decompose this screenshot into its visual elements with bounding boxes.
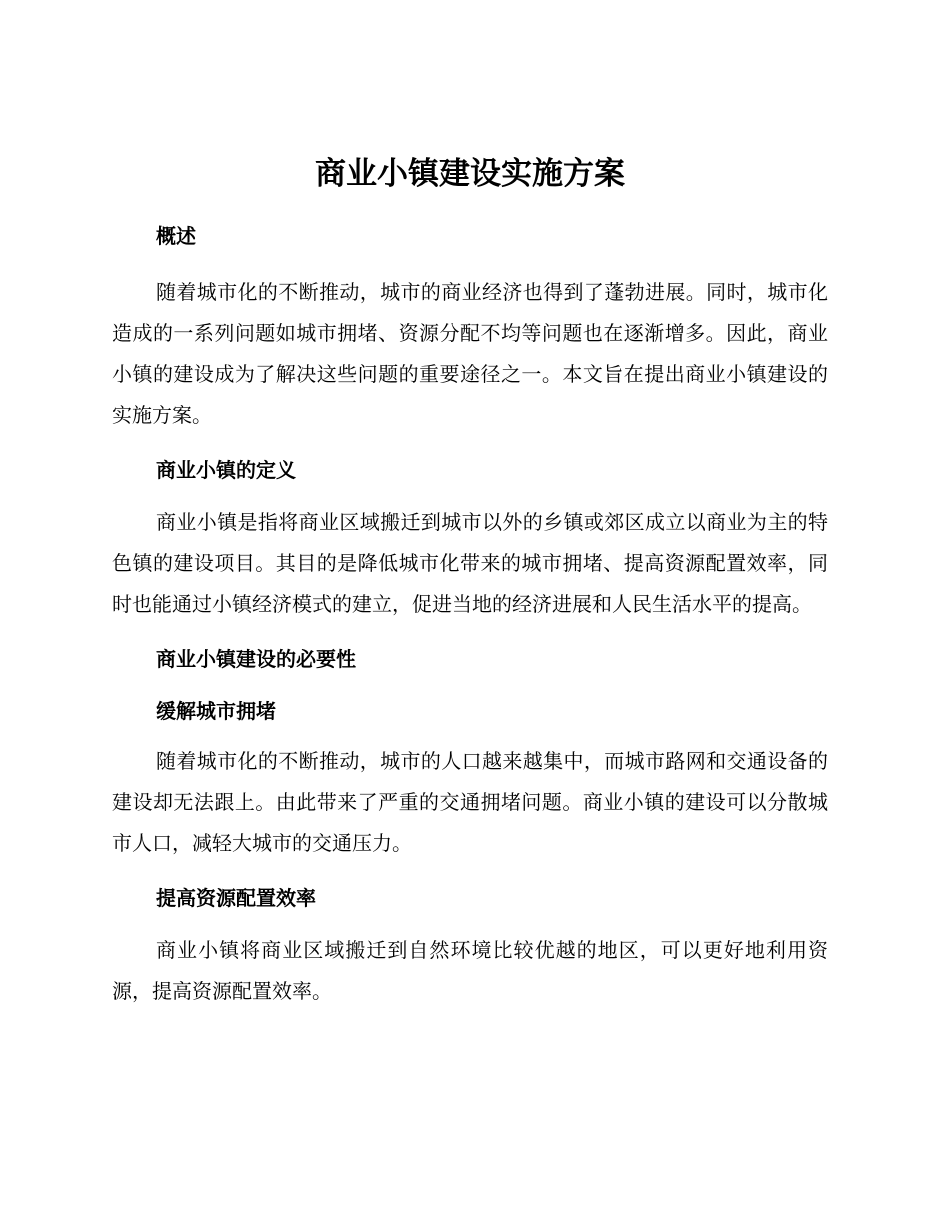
section-heading-efficiency: 提高资源配置效率 (156, 886, 316, 910)
paragraph-congestion: 随着城市化的不断推动，城市的人口越来越集中，而城市路网和交通设备的建设却无法跟上。由此带来了严重的交通拥堵问题。商业小镇的建设可以分散城市人口，减轻大城市的交通压力。 (112, 749, 828, 855)
section-heading-overview: 概述 (156, 224, 196, 248)
paragraph-overview: 随着城市化的不断推动，城市的商业经济也得到了蓬勃进展。同时，城市化造成的一系列问题如城市拥堵、资源分配不均等问题也在逐渐增多。因此，商业小镇的建设成为了解决这些问题的重要途径之一。本文旨在提出商业小镇建设的实施方案。 (112, 280, 828, 427)
paragraph-efficiency: 商业小镇将商业区域搬迁到自然环境比较优越的地区，可以更好地利用资源，提高资源配置效率。 (112, 938, 828, 1003)
section-heading-congestion: 缓解城市拥堵 (156, 699, 276, 723)
document-title: 商业小镇建设实施方案 (315, 156, 625, 192)
section-heading-definition: 商业小镇的定义 (156, 458, 296, 482)
paragraph-definition: 商业小镇是指将商业区域搬迁到城市以外的乡镇或郊区成立以商业为主的特色镇的建设项目。其目的是降低城市化带来的城市拥堵、提高资源配置效率，同时也能通过小镇经济模式的建立，促进当地的经济进展和人民生活水平的提高。 (112, 510, 828, 616)
section-heading-necessity: 商业小镇建设的必要性 (156, 647, 356, 671)
